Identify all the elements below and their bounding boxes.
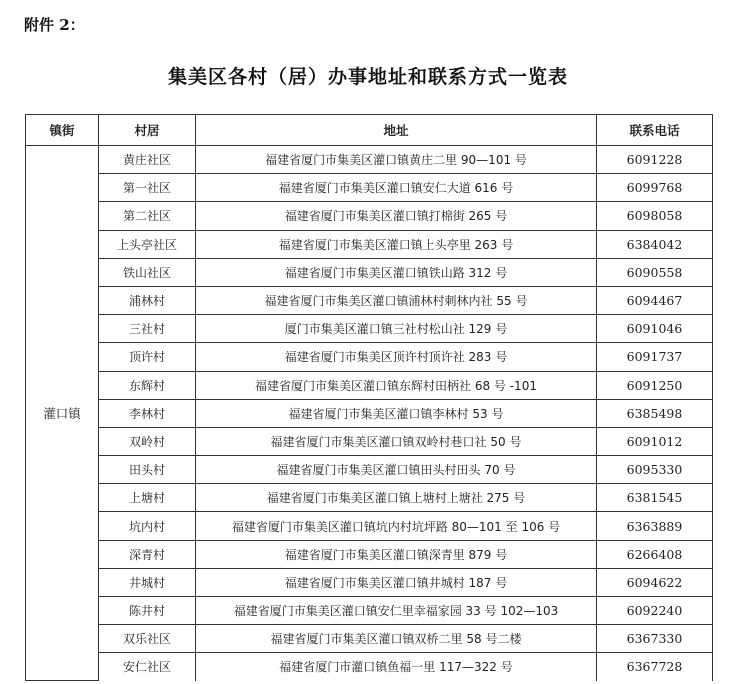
village-cell: 井城村 xyxy=(99,568,196,596)
phone-cell: 6091250 xyxy=(597,371,713,399)
village-cell: 东辉村 xyxy=(99,371,196,399)
table-row xyxy=(26,371,713,399)
table-row xyxy=(26,202,713,230)
address-cell: 福建省厦门市集美区灌口镇双岭村巷口社 50 号 xyxy=(196,427,597,455)
table-row xyxy=(26,653,713,681)
village-cell: 第二社区 xyxy=(99,202,196,230)
phone-cell: 6384042 xyxy=(597,230,713,258)
village-cell: 田头村 xyxy=(99,456,196,484)
phone-cell: 6091012 xyxy=(597,427,713,455)
table-row xyxy=(26,258,713,286)
village-cell: 陈井村 xyxy=(99,597,196,625)
table-row xyxy=(26,427,713,455)
table-row xyxy=(26,286,713,314)
table-row xyxy=(26,540,713,568)
village-cell: 上头亭社区 xyxy=(99,230,196,258)
address-cell: 福建省厦门市集美区灌口镇井城村 187 号 xyxy=(196,568,597,596)
header-town: 镇街 xyxy=(26,115,99,146)
phone-cell: 6363889 xyxy=(597,512,713,540)
village-cell: 安仁社区 xyxy=(99,653,196,681)
attachment-label: 附件 2： xyxy=(24,16,85,34)
table-row xyxy=(26,230,713,258)
phone-cell: 6094467 xyxy=(597,286,713,314)
contact-table xyxy=(25,114,713,681)
table-row xyxy=(26,315,713,343)
phone-cell: 6091046 xyxy=(597,315,713,343)
phone-cell: 6381545 xyxy=(597,484,713,512)
phone-cell: 6385498 xyxy=(597,399,713,427)
phone-cell: 6091228 xyxy=(597,146,713,174)
table-row xyxy=(26,625,713,653)
address-cell: 福建省厦门市集美区灌口镇上塘村上塘社 275 号 xyxy=(196,484,597,512)
header-address: 地址 xyxy=(196,115,597,146)
village-cell: 黄庄社区 xyxy=(99,146,196,174)
town-cell: 灌口镇 xyxy=(26,146,99,681)
address-cell: 福建省厦门市集美区灌口镇东辉村田柄社 68 号 -101 xyxy=(196,371,597,399)
phone-cell: 6091737 xyxy=(597,343,713,371)
phone-cell: 6095330 xyxy=(597,456,713,484)
village-cell: 上塘村 xyxy=(99,484,196,512)
address-cell: 福建省厦门市集美区灌口镇黄庄二里 90—101 号 xyxy=(196,146,597,174)
village-cell: 深青村 xyxy=(99,540,196,568)
address-cell: 福建省厦门市集美区灌口镇双桥二里 58 号二楼 xyxy=(196,625,597,653)
address-cell: 福建省厦门市集美区灌口镇田头村田头 70 号 xyxy=(196,456,597,484)
address-cell: 福建省厦门市集美区灌口镇安仁里幸福家园 33 号 102—103 xyxy=(196,597,597,625)
phone-cell: 6367728 xyxy=(597,653,713,681)
address-cell: 福建省厦门市集美区顶许村顶许社 283 号 xyxy=(196,343,597,371)
village-cell: 三社村 xyxy=(99,315,196,343)
page-title: 集美区各村（居）办事地址和联系方式一览表 xyxy=(167,66,568,88)
address-cell: 福建省厦门市集美区灌口镇深青里 879 号 xyxy=(196,540,597,568)
village-cell: 双岭村 xyxy=(99,427,196,455)
phone-cell: 6094622 xyxy=(597,568,713,596)
address-cell: 福建省厦门市集美区灌口镇坑内村坑坪路 80—101 至 106 号 xyxy=(196,512,597,540)
village-cell: 双乐社区 xyxy=(99,625,196,653)
phone-cell: 6092240 xyxy=(597,597,713,625)
address-cell: 福建省厦门市集美区灌口镇浦林村刺林内社 55 号 xyxy=(196,286,597,314)
village-cell: 浦林村 xyxy=(99,286,196,314)
address-cell: 福建省厦门市集美区灌口镇铁山路 312 号 xyxy=(196,258,597,286)
table-row xyxy=(26,146,713,174)
table-row xyxy=(26,597,713,625)
phone-cell: 6090558 xyxy=(597,258,713,286)
table-row xyxy=(26,399,713,427)
phone-cell: 6367330 xyxy=(597,625,713,653)
table-body xyxy=(26,146,713,681)
address-cell: 福建省厦门市集美区灌口镇打棉街 265 号 xyxy=(196,202,597,230)
table-row xyxy=(26,512,713,540)
phone-cell: 6099768 xyxy=(597,174,713,202)
phone-cell: 6266408 xyxy=(597,540,713,568)
village-cell: 铁山社区 xyxy=(99,258,196,286)
phone-cell: 6098058 xyxy=(597,202,713,230)
village-cell: 李林村 xyxy=(99,399,196,427)
table-row xyxy=(26,456,713,484)
address-cell: 厦门市集美区灌口镇三社村松山社 129 号 xyxy=(196,315,597,343)
table-row xyxy=(26,174,713,202)
table-header-row xyxy=(26,115,713,146)
address-cell: 福建省厦门市集美区灌口镇李林村 53 号 xyxy=(196,399,597,427)
header-village: 村居 xyxy=(99,115,196,146)
table-row xyxy=(26,484,713,512)
village-cell: 第一社区 xyxy=(99,174,196,202)
address-cell: 福建省厦门市集美区灌口镇上头亭里 263 号 xyxy=(196,230,597,258)
village-cell: 坑内村 xyxy=(99,512,196,540)
table-row xyxy=(26,568,713,596)
village-cell: 顶许村 xyxy=(99,343,196,371)
address-cell: 福建省厦门市灌口镇鱼福一里 117—322 号 xyxy=(196,653,597,681)
table-row xyxy=(26,343,713,371)
address-cell: 福建省厦门市集美区灌口镇安仁大道 616 号 xyxy=(196,174,597,202)
header-phone: 联系电话 xyxy=(597,115,713,146)
